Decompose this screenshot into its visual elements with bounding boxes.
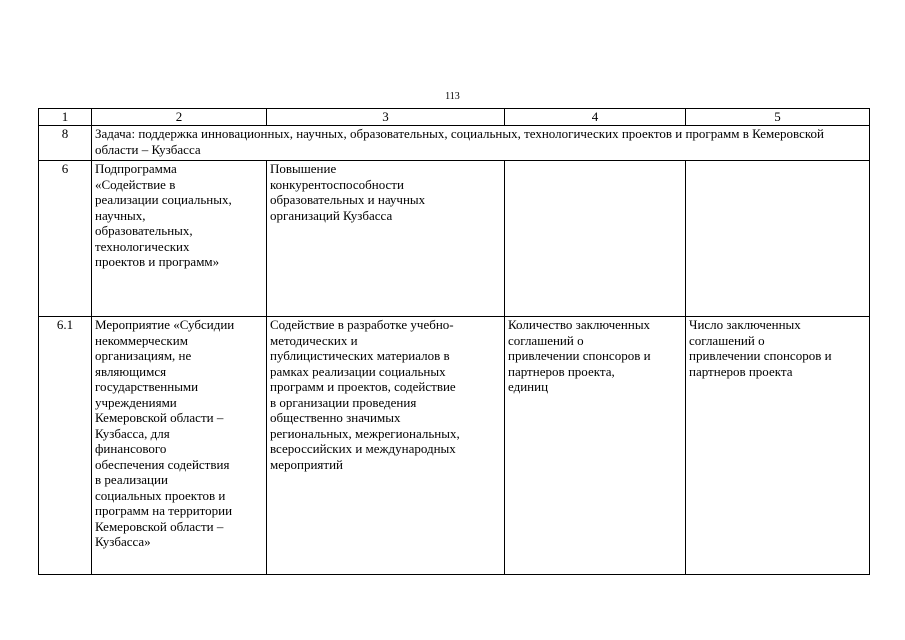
table-row bbox=[39, 317, 870, 575]
goal-cell: Содействие в разработке учебно- методических и публицистических материалов в рамках реализации социальных программ и проектов, содействие в организации проведения общественно значимых региональных, межрегиональных, всероссийских и международных мероприятий bbox=[267, 317, 505, 575]
page-number: 113 bbox=[445, 91, 460, 102]
column-number-row bbox=[39, 109, 870, 126]
row-number: 8 bbox=[39, 126, 92, 161]
program-name-cell: Подпрограмма «Содействие в реализации социальных, научных, образовательных, технологических проектов и программ» bbox=[92, 161, 267, 317]
column-number: 1 bbox=[39, 109, 92, 126]
result-cell bbox=[686, 161, 870, 317]
column-number: 2 bbox=[92, 109, 267, 126]
indicator-cell bbox=[505, 161, 686, 317]
column-number: 3 bbox=[267, 109, 505, 126]
table-row bbox=[39, 161, 870, 317]
result-cell: Число заключенных соглашений о привлечении спонсоров и партнеров проекта bbox=[686, 317, 870, 575]
column-number: 4 bbox=[505, 109, 686, 126]
goal-cell: Повышение конкурентоспособности образовательных и научных организаций Кузбасса bbox=[267, 161, 505, 317]
row-number: 6 bbox=[39, 161, 92, 317]
program-name-cell: Мероприятие «Субсидии некоммерческим организациям, не являющимся государственными учреждениями Кемеровской области – Кузбасса, для финансового обеспечения содействия в реализации социальных проектов и программ на территории Кемеровской области – Кузбасса» bbox=[92, 317, 267, 575]
row-number: 6.1 bbox=[39, 317, 92, 575]
measures-table bbox=[38, 108, 870, 575]
indicator-cell: Количество заключенных соглашений о привлечении спонсоров и партнеров проекта, единиц bbox=[505, 317, 686, 575]
column-number: 5 bbox=[686, 109, 870, 126]
task-row bbox=[39, 126, 870, 161]
task-text: Задача: поддержка инновационных, научных, образовательных, социальных, технологических проектов и программ в Кемеровской области – Кузбасса bbox=[92, 126, 870, 161]
